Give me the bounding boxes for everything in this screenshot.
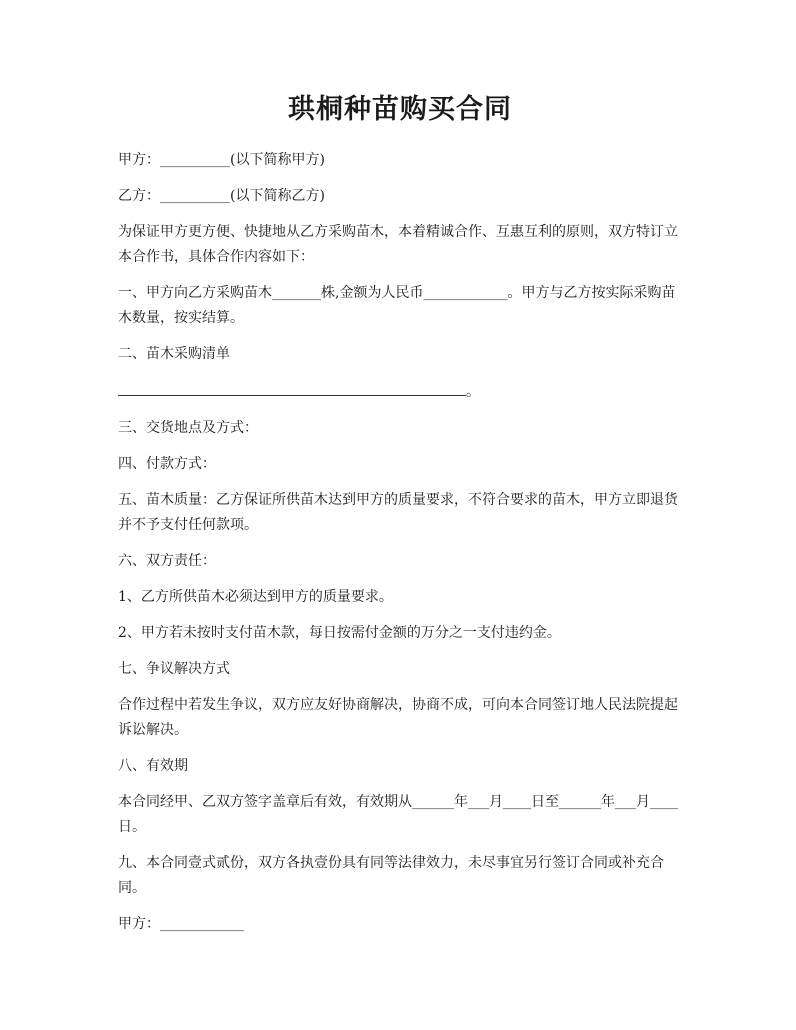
blank-underline bbox=[118, 378, 466, 396]
contract-page bbox=[118, 88, 682, 948]
clause-7-heading: 七、争议解决方式 bbox=[118, 661, 230, 677]
clause-2-tail: 。 bbox=[466, 384, 480, 400]
clause-8-heading: 八、有效期 bbox=[118, 758, 188, 774]
signature-party-a: 甲方：____________ bbox=[118, 916, 244, 932]
clause-6-item-1: 1、乙方所供苗木必须达到甲方的质量要求。 bbox=[118, 589, 393, 605]
intro-paragraph: 为保证甲方更方便、快捷地从乙方采购苗木，本着精诚合作、互惠互利的原则，双方特订立本合作书，具体合作内容如下： bbox=[118, 224, 678, 265]
party-b-line: 乙方：__________(以下简称乙方) bbox=[118, 188, 325, 204]
clause-5: 五、苗木质量：乙方保证所供苗木达到甲方的质量要求，不符合要求的苗木，甲方立即退货并不予支付任何款项。 bbox=[118, 492, 678, 533]
clause-2-blank-line bbox=[118, 378, 682, 405]
clause-6-item-2: 2、甲方若未按时支付苗木款，每日按需付金额的万分之一支付违约金。 bbox=[118, 625, 561, 641]
clause-2-heading: 二、苗木采购清单 bbox=[118, 346, 230, 362]
clause-8-body: 本合同经甲、乙双方签字盖章后有效，有效期从______年___月____日至______年___月____日。 bbox=[118, 794, 678, 835]
clause-9: 九、本合同壹式贰份，双方各执壹份具有同等法律效力，未尽事宜另行签订合同或补充合同。 bbox=[118, 855, 664, 896]
clause-3: 三、交货地点及方式： bbox=[118, 420, 258, 436]
clause-4: 四、付款方式： bbox=[118, 456, 216, 472]
clause-7-body: 合作过程中若发生争议，双方应友好协商解决，协商不成，可向本合同签订地人民法院提起诉讼解决。 bbox=[118, 697, 678, 738]
clause-1: 一、甲方向乙方采购苗木_______株,金额为人民币____________。甲方与乙方按实际采购苗木数量，按实结算。 bbox=[118, 285, 676, 326]
document-title: 珙桐种苗购买合同 bbox=[288, 94, 512, 125]
party-a-line: 甲方：__________(以下简称甲方) bbox=[118, 152, 325, 168]
clause-6-heading: 六、双方责任： bbox=[118, 553, 216, 569]
